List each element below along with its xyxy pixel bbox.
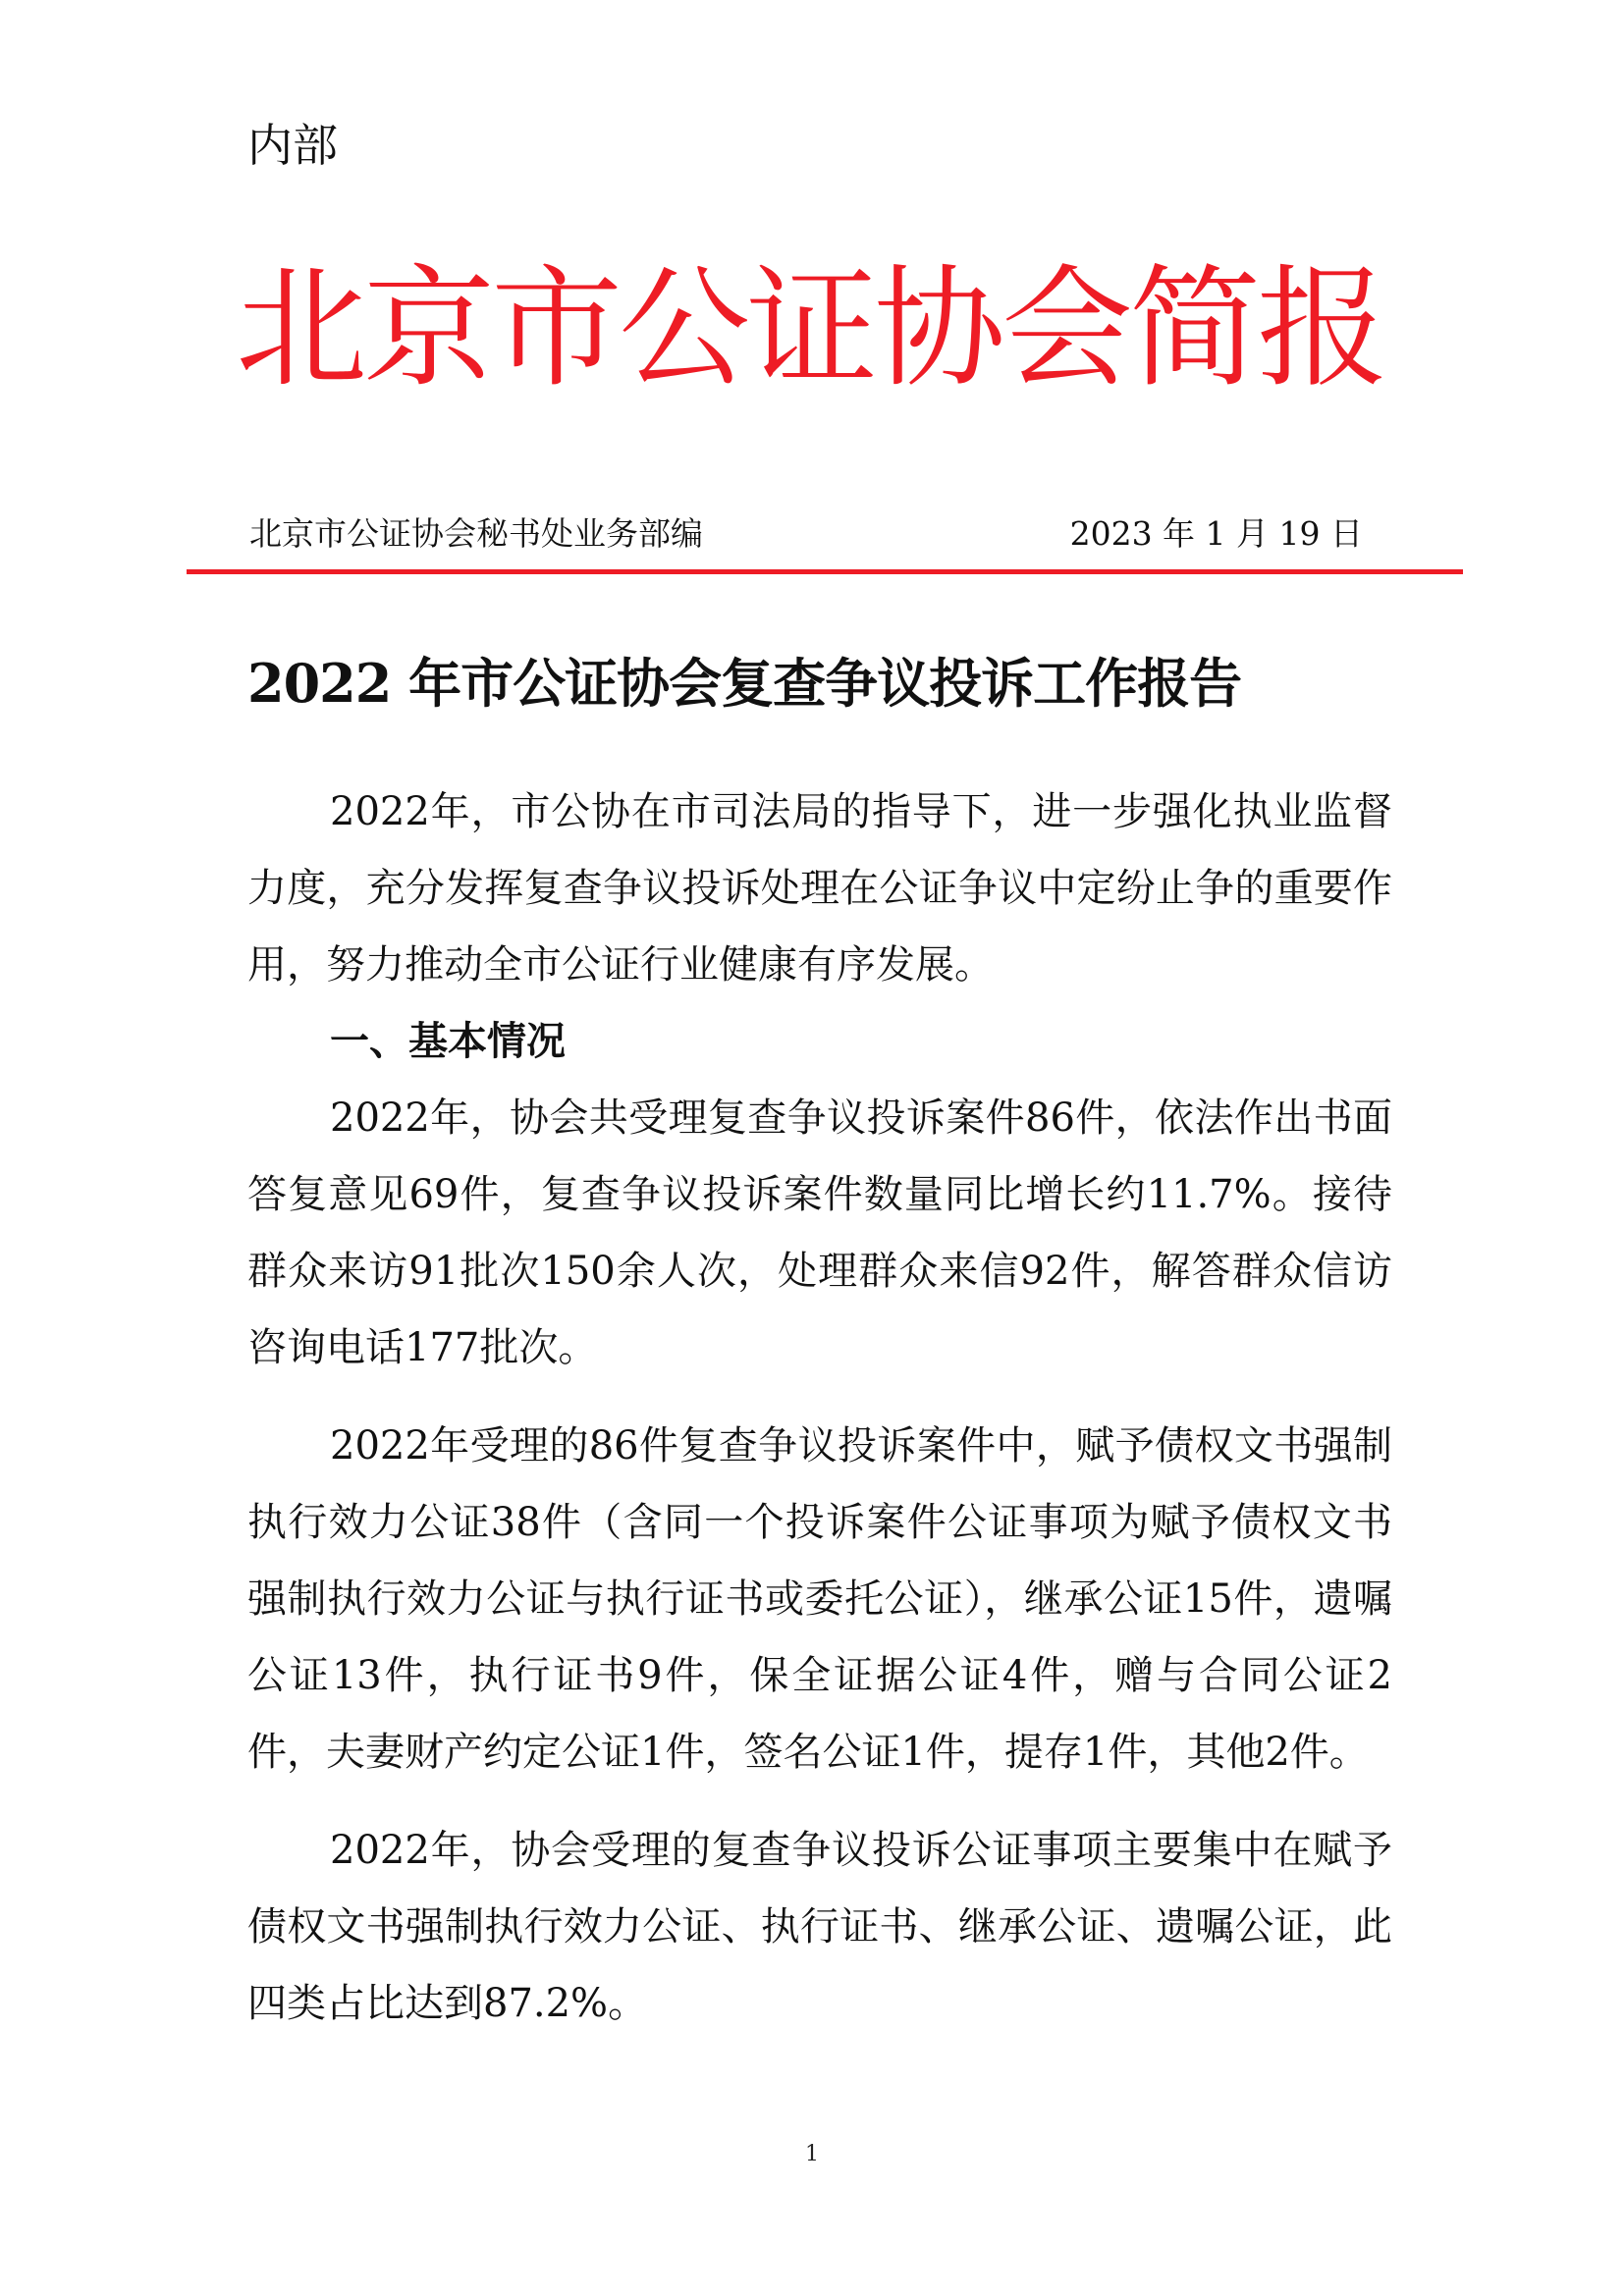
editor-line: [249, 512, 1363, 556]
issue-date: 2023 年 1 月 19 日: [1069, 514, 1363, 553]
body-paragraph: 2022年受理的86件复查争议投诉案件中，赋予债权文书强制执行效力公证38件（含同一个投诉案件公证事项为赋予债权文书强制执行效力公证与执行证书或委托公证），继承公证15件，遗嘱公证13件，执行证书9件，保全证据公证4件，赠与合同公证2件，夫妻财产约定公证1件，签名公证1件，提存1件，其他2件。: [247, 1423, 1392, 1775]
masthead-title: 北京市公证协会简报: [236, 252, 1385, 405]
editor-name: 北京市公证协会秘书处业务部编: [249, 514, 703, 553]
page-number: 1: [805, 2142, 819, 2166]
report-body: [247, 774, 1392, 2042]
section-heading: 一、基本情况: [330, 1019, 566, 1064]
red-divider: [187, 569, 1463, 574]
report-title: 2022 年市公证协会复查争议投诉工作报告: [247, 652, 1242, 715]
body-paragraph: 2022年，协会共受理复查争议投诉案件86件，依法作出书面答复意见69件，复查争议投诉案件数量同比增长约11.7%。接待群众来访91批次150余人次，处理群众来信92件，解答群众信访咨询电话177批次。: [247, 1095, 1392, 1370]
body-paragraph: 2022年，协会受理的复查争议投诉公证事项主要集中在赋予债权文书强制执行效力公证、执行证书、继承公证、遗嘱公证，此四类占比达到87.2%。: [247, 1828, 1392, 2026]
classification-label: 内部: [247, 119, 338, 172]
intro-paragraph: 2022年，市公协在市司法局的指导下，进一步强化执业监督力度，充分发挥复查争议投诉处理在公证争议中定纷止争的重要作用，努力推动全市公证行业健康有序发展。: [247, 789, 1392, 988]
